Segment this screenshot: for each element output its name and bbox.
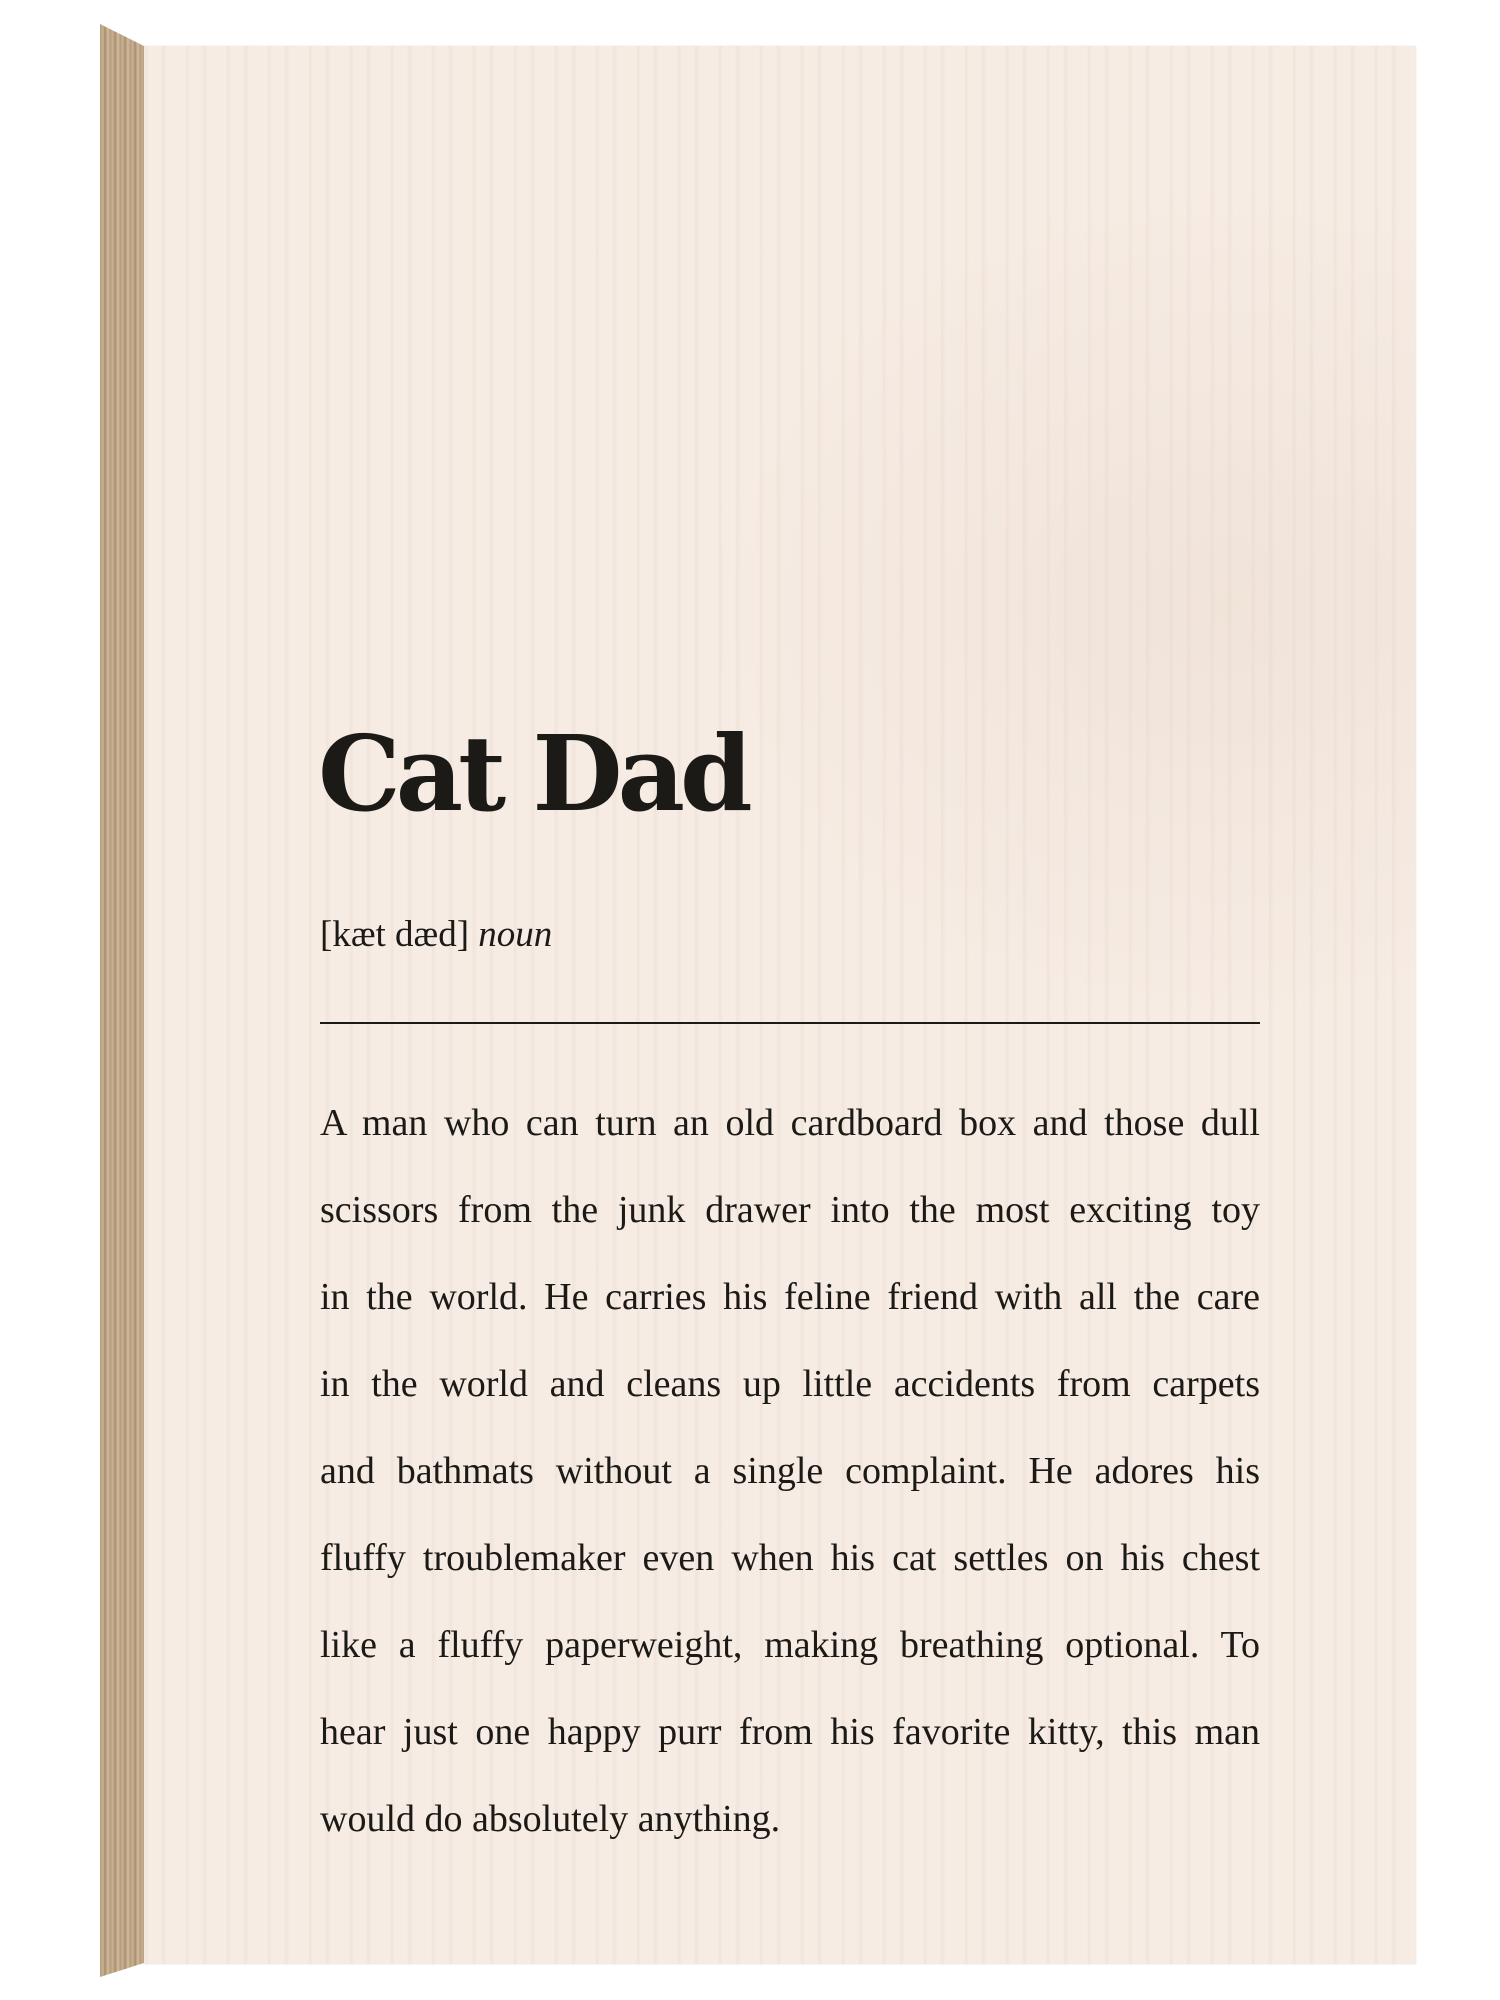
definition-line: fluffy troublemaker even when his cat settles on his chest <box>320 1537 1260 1579</box>
definition-line: hear just one happy purr from his favorite kitty, this man <box>320 1711 1260 1753</box>
definition-line: A man who can turn an old cardboard box and those dull <box>320 1102 1260 1144</box>
definition-line: like a fluffy paperweight, making breathing optional. To <box>320 1624 1260 1666</box>
definition-line: scissors from the junk drawer into the most exciting toy <box>320 1189 1260 1231</box>
pronunciation-line <box>320 916 552 953</box>
definition-line: in the world. He carries his feline friend with all the care <box>320 1276 1260 1318</box>
definition-line: would do absolutely anything. <box>320 1798 781 1840</box>
pronunciation: [kæt dæd] <box>320 914 470 955</box>
definition-text <box>320 1080 1260 1863</box>
divider-rule <box>320 1022 1260 1024</box>
headword: Cat Dad <box>318 712 748 835</box>
wood-panel-edge <box>100 24 144 1977</box>
definition-line: and bathmats without a single complaint. He adores his <box>320 1450 1260 1492</box>
definition-line: in the world and cleans up little accidents from carpets <box>320 1363 1260 1405</box>
part-of-speech: noun <box>478 914 553 955</box>
